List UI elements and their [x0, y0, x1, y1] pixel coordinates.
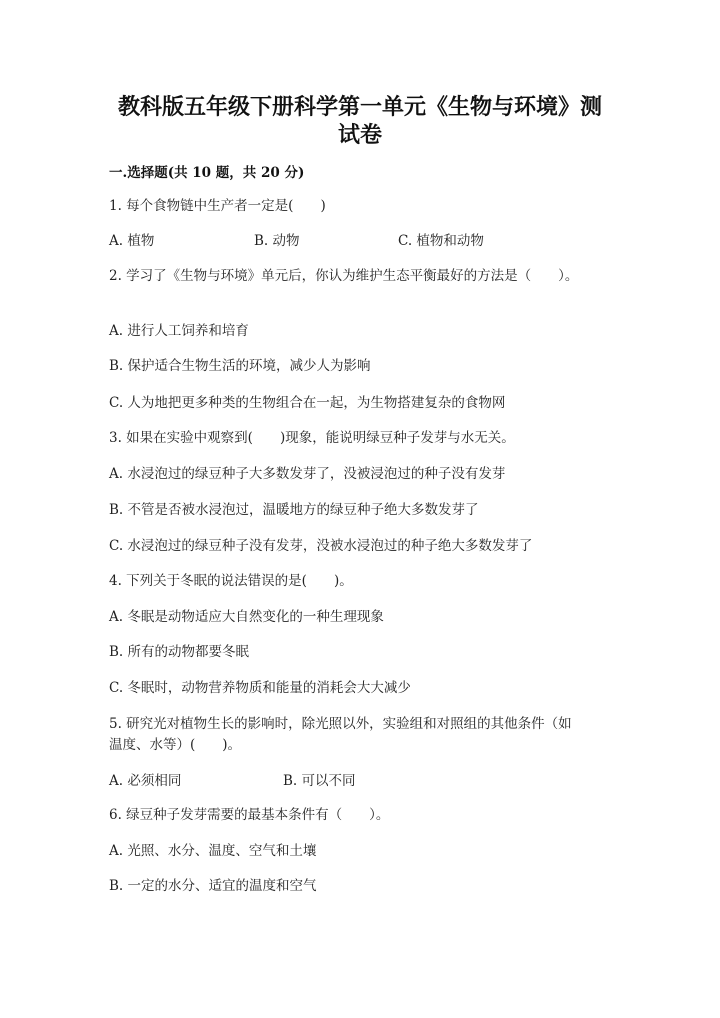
question-5-line-2: 温度、水等）( )。 [109, 737, 242, 753]
q1-option-b: B. 动物 [254, 233, 300, 249]
q4-option-c: C. 冬眠时，动物营养物质和能量的消耗会大大减少 [109, 680, 411, 696]
question-1: 1. 每个食物链中生产者一定是( ) [109, 198, 326, 214]
question-6: 6. 绿豆种子发芽需要的最基本条件有（ ）。 [109, 807, 390, 823]
q6-option-b: B. 一定的水分、适宜的温度和空气 [109, 878, 317, 894]
question-4: 4. 下列关于冬眠的说法错误的是( )。 [109, 573, 353, 589]
q3-option-b: B. 不管是否被水浸泡过，温暖地方的绿豆种子绝大多数发芽了 [109, 502, 479, 518]
q4-option-a: A. 冬眠是动物适应大自然变化的一种生理现象 [109, 609, 384, 625]
q3-option-c: C. 水浸泡过的绿豆种子没有发芽，没被水浸泡过的种子绝大多数发芽了 [109, 538, 533, 554]
q1-option-c: C. 植物和动物 [398, 233, 484, 249]
question-5-line-1: 5. 研究光对植物生长的影响时，除光照以外，实验组和对照组的其他条件（如 [109, 716, 572, 732]
title-line-1: 教科版五年级下册科学第一单元《生物与环境》测 [117, 94, 602, 120]
q6-option-a: A. 光照、水分、温度、空气和土壤 [109, 843, 317, 859]
q1-option-a: A. 植物 [109, 233, 155, 249]
question-3: 3. 如果在实验中观察到( )现象，能说明绿豆种子发芽与水无关。 [109, 430, 515, 446]
q3-option-a: A. 水浸泡过的绿豆种子大多数发芽了，没被浸泡过的种子没有发芽 [109, 466, 506, 482]
q5-option-a: A. 必须相同 [109, 773, 182, 789]
question-2: 2. 学习了《生物与环境》单元后，你认为维护生态平衡最好的方法是（ ）。 [109, 268, 579, 284]
q2-option-a: A. 进行人工饲养和培育 [109, 323, 249, 339]
q2-option-b: B. 保护适合生物生活的环境，减少人为影响 [109, 358, 371, 374]
q2-option-c: C. 人为地把更多种类的生物组合在一起，为生物搭建复杂的食物网 [109, 395, 506, 411]
title-line-2: 试卷 [337, 122, 382, 148]
q5-option-b: B. 可以不同 [283, 773, 356, 789]
section-heading: 一.选择题(共 10 题，共 20 分) [109, 165, 305, 181]
q4-option-b: B. 所有的动物都要冬眠 [109, 644, 250, 660]
